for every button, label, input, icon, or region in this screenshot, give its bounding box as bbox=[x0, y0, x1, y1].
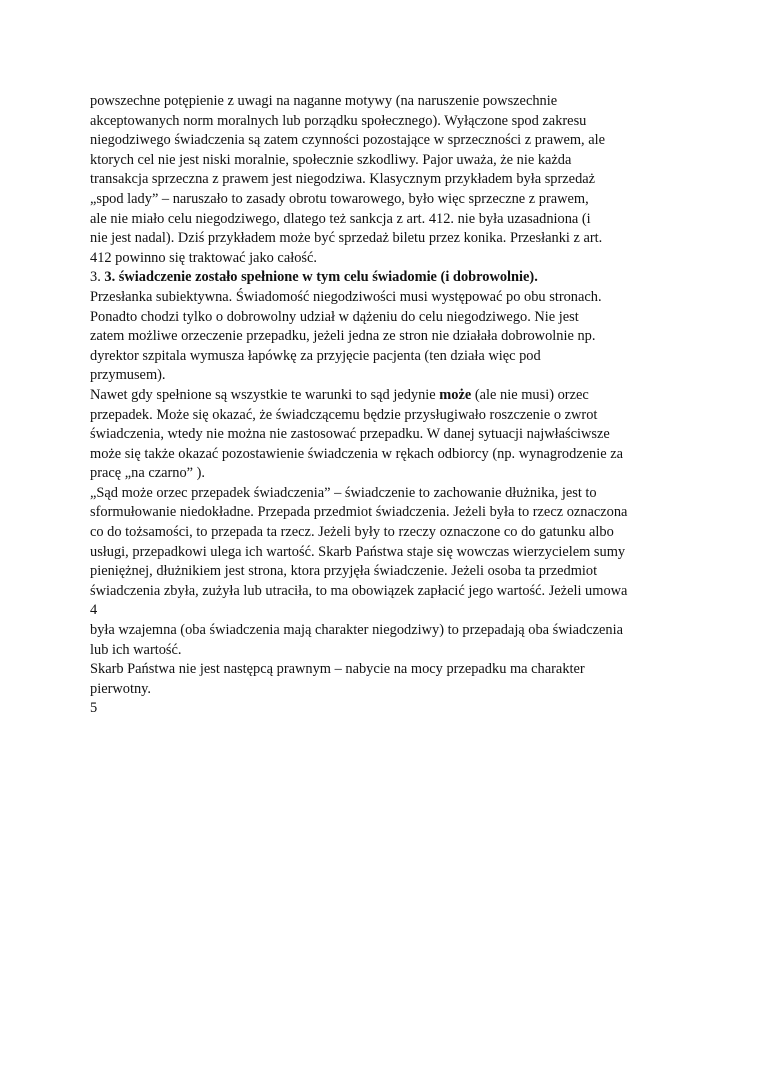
text-line-emphasis bbox=[90, 386, 680, 406]
text-segment: (ale nie musi) orzec bbox=[471, 386, 589, 403]
text-line: transakcja sprzeczna z prawem jest niegodziwa. Klasycznym przykładem była sprzedaż bbox=[90, 171, 596, 188]
text-line: przymusem). bbox=[90, 367, 166, 384]
heading-bold-text: 3. świadczenie zostało spełnione w tym celu świadomie (i dobrowolnie). bbox=[104, 269, 538, 286]
text-line: przepadek. Może się okazać, że świadczącemu będzie przysługiwało roszczenie o zwrot bbox=[90, 406, 598, 423]
page-number: 5 bbox=[90, 700, 98, 717]
text-line: zatem możliwe orzeczenie przepadku, jeżeli jedna ze stron nie działała dobrowolnie np. bbox=[90, 328, 596, 345]
text-line: „Sąd może orzec przepadek świadczenia” – świadczenie to zachowanie dłużnika, jest to bbox=[90, 484, 597, 501]
text-line: Ponadto chodzi tylko o dobrowolny udział w dążeniu do celu niegodziwego. Nie jest bbox=[90, 308, 579, 325]
text-line: ale nie miało celu niegodziwego, dlatego też sankcja z art. 412. nie była uzasadniona (i bbox=[90, 210, 591, 227]
text-line: niegodziwego świadczenia są zatem czynności pozostające w sprzeczności z prawem, ale bbox=[90, 132, 606, 149]
text-line: lub ich wartość. bbox=[90, 641, 182, 658]
document-text bbox=[90, 92, 680, 719]
text-line: usługi, przepadkowi ulega ich wartość. Skarb Państwa staje się wowczas wierzycielem sumy bbox=[90, 543, 626, 560]
text-line: Skarb Państwa nie jest następcą prawnym – nabycie na mocy przepadku ma charakter bbox=[90, 661, 585, 678]
text-line: Przesłanka subiektywna. Świadomość niegodziwości musi występować po obu stronach. bbox=[90, 288, 602, 305]
text-line: pracę „na czarno” ). bbox=[90, 465, 206, 482]
section-heading bbox=[90, 268, 680, 288]
text-line: pieniężnej, dłużnikiem jest strona, ktora przyjęła świadczenie. Jeżeli osoba ta przedmiot bbox=[90, 563, 598, 580]
emphasis-word: może bbox=[439, 386, 472, 403]
text-line: może się także okazać pozostawienie świadczenia w rękach odbiorcy (np. wynagrodzenie za bbox=[90, 445, 624, 462]
text-line: powszechne potępienie z uwagi na naganne motywy (na naruszenie powszechnie bbox=[90, 93, 558, 109]
text-segment: Nawet gdy spełnione są wszystkie te warunki to sąd jedynie bbox=[90, 386, 440, 403]
text-line: nie jest nadal). Dziś przykładem może być sprzedaż biletu przez konika. Przesłanki z art. bbox=[90, 230, 603, 247]
page-number: 4 bbox=[90, 602, 98, 619]
heading-prefix: 3. bbox=[90, 269, 105, 286]
text-line: „spod lady” – naruszało to zasady obrotu towarowego, było więc sprzeczne z prawem, bbox=[90, 190, 589, 207]
text-line: dyrektor szpitala wymusza łapówkę za przyjęcie pacjenta (ten działa więc pod bbox=[90, 347, 541, 364]
text-line: akceptowanych norm moralnych lub porządku społecznego). Wyłączone spod zakresu bbox=[90, 112, 587, 129]
text-line: była wzajemna (oba świadczenia mają charakter niegodziwy) to przepadają oba świadczenia bbox=[90, 622, 623, 639]
text-line: pierwotny. bbox=[90, 680, 152, 697]
text-line: co do tożsamości, to przepada ta rzecz. Jeżeli były to rzeczy oznaczone co do gatunku albo bbox=[90, 524, 614, 541]
text-line: świadczenia zbyła, zużyła lub utraciła, to ma obowiązek zapłacić jego wartość. Jeżeli umowa bbox=[90, 582, 628, 599]
text-line: 412 powinno się traktować jako całość. bbox=[90, 249, 317, 266]
text-line: sformułowanie niedokładne. Przepada przedmiot świadczenia. Jeżeli była to rzecz oznaczona bbox=[90, 504, 628, 521]
text-line: ktorych cel nie jest niski moralnie, społecznie szkodliwy. Pajor uważa, że nie każda bbox=[90, 151, 572, 168]
text-line: świadczenia, wtedy nie można nie zastosować przepadku. W danej sytuacji najwłaściwsze bbox=[90, 426, 610, 443]
